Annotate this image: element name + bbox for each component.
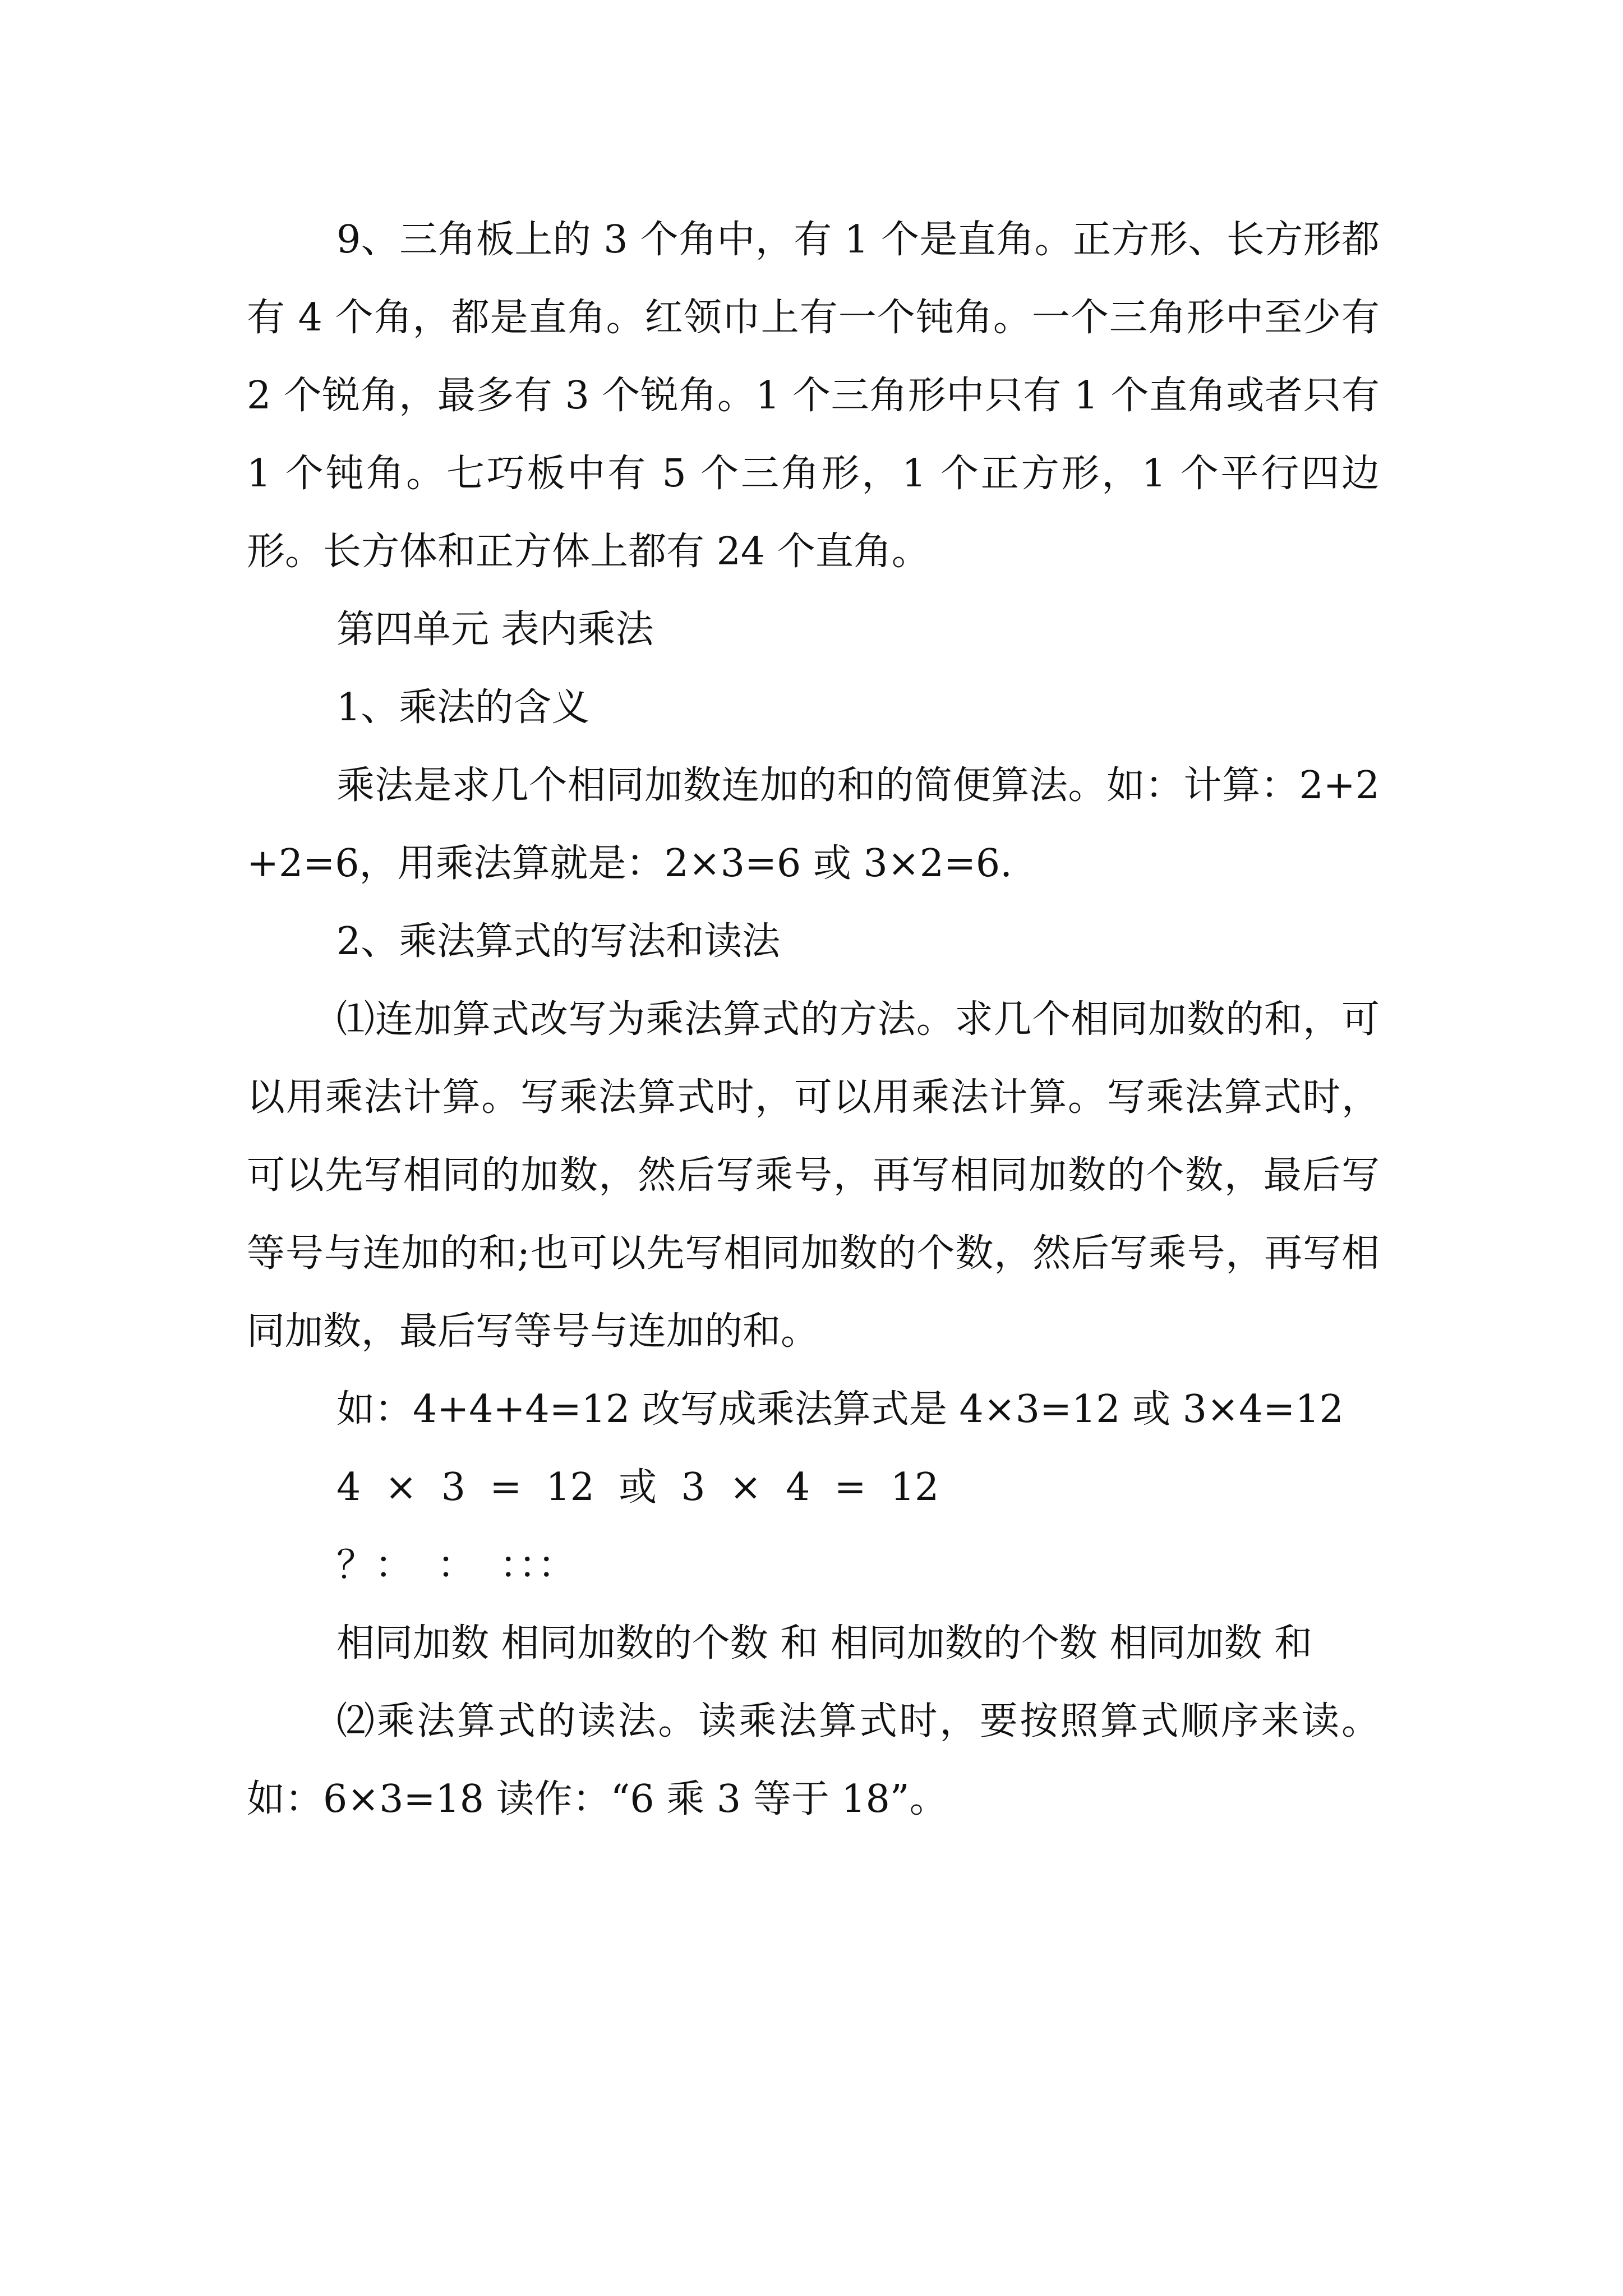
paragraph-term-labels: 相同加数 相同加数的个数 和 相同加数的个数 相同加数 和 xyxy=(336,1621,1313,1665)
example-line: 如：4+4+4=12 改写成乘法算式是 4×3=12 或 3×4=12 xyxy=(336,1387,1344,1432)
paragraph-multiplication-meaning: 乘法是求几个相同加数连加的和的简便算法。如：计算：2+2+2=6，用乘法算就是：2×3=6 或 3×2=6. xyxy=(247,763,1380,886)
paragraph-angles: 9、三角板上的 3 个角中，有 1 个是直角。正方形、长方形都有 4 个角，都是直角。红领巾上有一个钝角。一个三角形中至少有 2 个锐角，最多有 3 个锐角。1 个三角形中只有 1 个直角或者只有 1 个钝角。七巧板中有 5 个三角形，1 个正方形，1 个平行四边形。长方体和正方体上都有 24 个直角。 xyxy=(247,218,1380,574)
paragraph-rewrite-method: ⑴连加算式改写为乘法算式的方法。求几个相同加数的和，可以用乘法计算。写乘法算式时，可以用乘法计算。写乘法算式时，可以先写相同的加数，然后写乘号，再写相同加数的个数，最后写等号与连加的和;也可以先写相同加数的个数，然后写乘号，再写相同加数，最后写等号与连加的和。 xyxy=(247,997,1380,1354)
paragraph-reading-method: ⑵乘法算式的读法。读乘法算式时，要按照算式顺序来读。如：6×3=18 读作：“6 乘 3 等于 18”。 xyxy=(247,1699,1380,1821)
section-heading-meaning: 1、乘法的含义 xyxy=(336,685,590,730)
section-heading-writing-reading: 2、乘法算式的写法和读法 xyxy=(336,919,781,964)
marker-line: ？： ： ：：： xyxy=(336,1543,576,1588)
document-page xyxy=(247,201,1380,1838)
unit-heading: 第四单元 表内乘法 xyxy=(336,608,654,652)
equation-line: 4 × 3 = 12 或 3 × 4 = 12 xyxy=(336,1465,939,1510)
